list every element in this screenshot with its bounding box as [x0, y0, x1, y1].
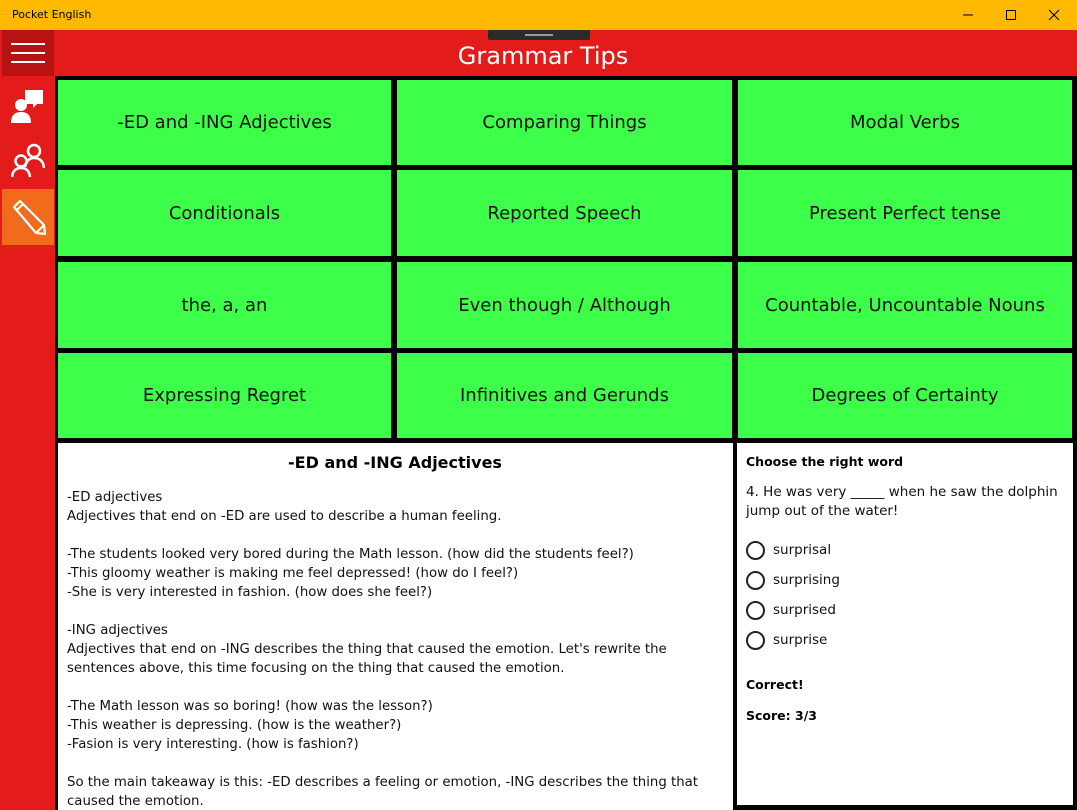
- topic-tile[interactable]: Degrees of Certainty: [738, 353, 1072, 438]
- radio-button[interactable]: [746, 571, 765, 590]
- quiz-options: [746, 535, 1064, 655]
- grip-icon: [525, 34, 553, 36]
- topic-tile[interactable]: -ED and -ING Adjectives: [58, 80, 391, 165]
- radio-button[interactable]: [746, 541, 765, 560]
- quiz-panel: [737, 443, 1073, 805]
- topic-tile[interactable]: Conditionals: [58, 170, 391, 256]
- conversation-icon: [11, 88, 45, 124]
- sidebar-item-conversation[interactable]: [2, 80, 54, 132]
- hamburger-menu-icon: [11, 42, 45, 64]
- quiz-prompt: Choose the right word: [746, 454, 904, 469]
- quiz-score: Score: 3/3: [746, 708, 817, 723]
- topic-tile[interactable]: Present Perfect tense: [738, 170, 1072, 256]
- quiz-option[interactable]: [746, 535, 1064, 565]
- minimize-button[interactable]: [945, 0, 991, 30]
- option-label: surprise: [773, 632, 828, 648]
- app-title: Pocket English: [12, 8, 92, 21]
- drag-handle[interactable]: [488, 30, 590, 40]
- topic-tile[interactable]: Comparing Things: [397, 80, 732, 165]
- sidebar-item-people[interactable]: [2, 135, 54, 187]
- page-header: [55, 30, 1077, 76]
- lesson-panel[interactable]: [58, 443, 733, 810]
- quiz-option[interactable]: [746, 625, 1064, 655]
- sidebar: [0, 30, 55, 810]
- lesson-title: -ED and -ING Adjectives: [288, 453, 502, 472]
- option-label: surprised: [773, 602, 836, 618]
- quiz-question: 4. He was very _____ when he saw the dolphin jump out of the water!: [746, 484, 1058, 519]
- radio-button[interactable]: [746, 601, 765, 620]
- title-bar: [0, 0, 1077, 30]
- quiz-result: Correct!: [746, 677, 804, 692]
- maximize-icon: [1005, 9, 1017, 21]
- maximize-button[interactable]: [988, 0, 1034, 30]
- minimize-icon: [962, 9, 974, 21]
- people-icon: [11, 143, 45, 179]
- close-icon: [1048, 9, 1060, 21]
- topic-tile[interactable]: the, a, an: [58, 262, 391, 348]
- topic-tile[interactable]: Countable, Uncountable Nouns: [738, 262, 1072, 348]
- close-button[interactable]: [1031, 0, 1077, 30]
- option-label: surprisal: [773, 542, 832, 558]
- topic-tile[interactable]: Reported Speech: [397, 170, 732, 256]
- lesson-body: -ED adjectives Adjectives that end on -ED are used to describe a human feeling. -The students looked very bored during the Math lesson. (how did the students feel?) -This gloomy weather is making me feel depressed! (how do I feel?) -She is very interested in fashion. (how does she feel?) -ING adjectives Adjectives that end on -ING describes the thing that caused the emotion. Let's rewrite the sentences above, this time focusing on the thing that caused the emotion. -The Math lesson was so boring! (how was the lesson?) -This weather is depressing. (how is the weather?) -Fasion is very interesting. (how is fashion?) So the main takeaway is this: -ED describes a feeling or emotion, -ING describes the thing that caused the emotion.: [67, 490, 699, 809]
- pencil-icon: [10, 199, 46, 235]
- quiz-option[interactable]: [746, 565, 1064, 595]
- sidebar-item-grammar[interactable]: [2, 189, 54, 245]
- page-title: Grammar Tips: [457, 42, 629, 70]
- topic-tile[interactable]: Modal Verbs: [738, 80, 1072, 165]
- option-label: surprising: [773, 572, 840, 588]
- topic-tile[interactable]: Expressing Regret: [58, 353, 391, 438]
- topic-tile[interactable]: Even though / Although: [397, 262, 732, 348]
- topic-tile[interactable]: Infinitives and Gerunds: [397, 353, 732, 438]
- radio-button[interactable]: [746, 631, 765, 650]
- hamburger-menu-button[interactable]: [2, 30, 54, 76]
- quiz-option[interactable]: [746, 595, 1064, 625]
